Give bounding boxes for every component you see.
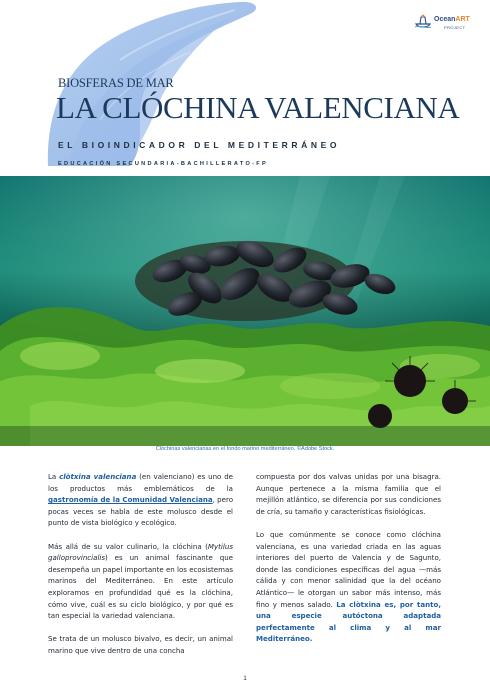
gastronomy-link[interactable]: gastronomía de la Comunidad Valenciana bbox=[48, 495, 213, 505]
page-title: LA CLÓCHINA VALENCIANA bbox=[56, 90, 460, 125]
seabed-mussels-photo bbox=[0, 176, 490, 446]
paragraph-bivalve: Se trata de un molusco bivalvo, es decir, un animal marino que vive dentro de una concha bbox=[48, 634, 233, 655]
paragraph-bivalve-cont: compuesta por dos valvas unidas por una bisagra. Aunque pertenece a la misma familia que el mejillón atlántico, se diferencia por sus condiciones de cría, su tamaño y características fisiológicas. bbox=[256, 472, 441, 516]
ocean-art-logo bbox=[414, 12, 476, 34]
paragraph-intro: La clòtxina valenciana (en valenciano) es uno de los productos más emblemáticos de la gastronomía de la Comunidad Valenciana, pero pocas veces se habla de este molusco desde el punto de vista biológico y ecológico. bbox=[48, 472, 234, 528]
education-level: EDUCACIÓN SECUNDARIA-BACHILLERATO-FP bbox=[58, 161, 269, 167]
logo-wordmark: OceanART bbox=[434, 16, 470, 23]
logo-subtext: PROJECT bbox=[444, 25, 466, 30]
article-column-right bbox=[256, 471, 441, 657]
paragraph-valencian-variety: Lo que comúnmente se conoce como clóchina valenciana, es una variedad criada en las aguas interiores del puerto de Valencia y de Sagunto, donde las condiciones específicas del agua —más cálida y con menor salinidad que la del océano Atlántico— le otorgan un sabor más intenso, más fino y menos salado. La clòtxina es, por tanto, una especie autóctona adaptada perfectamente al clima y al mar Mediterráneo. bbox=[256, 529, 441, 644]
lighthouse-boat-icon bbox=[414, 14, 432, 30]
page-subtitle: EL BIOINDICADOR DEL MEDITERRÁNEO bbox=[58, 140, 341, 150]
page-number: 1 bbox=[243, 676, 247, 682]
highlight-autochthonous: La clòtxina es, por tanto, una especie autóctona adaptada perfectamente al clima y al mar Mediterráneo. bbox=[256, 599, 441, 644]
paragraph-overview: Más allá de su valor culinario, la clóchina (Mytilus galloprovincialis) es un animal fascinante que desempeña un papel importante en los ecosistemas marinos del Mediterráneo. En este artículo exploramos en profundidad qué es la clóchina, cómo vive, cuál es su ciclo biológico, y por qué es tan especial la variedad valenciana. bbox=[48, 541, 233, 621]
section-kicker: BIOSFERAS DE MAR bbox=[58, 76, 174, 90]
term-clotxina: clòtxina valenciana bbox=[59, 472, 137, 481]
photo-caption: Clóchinas valencianas en el fondo marino mediterráneo. ©Adobe Stock. bbox=[155, 446, 335, 452]
article-column-left bbox=[48, 471, 233, 668]
scientific-name: Mytilus galloprovincialis bbox=[48, 541, 233, 563]
